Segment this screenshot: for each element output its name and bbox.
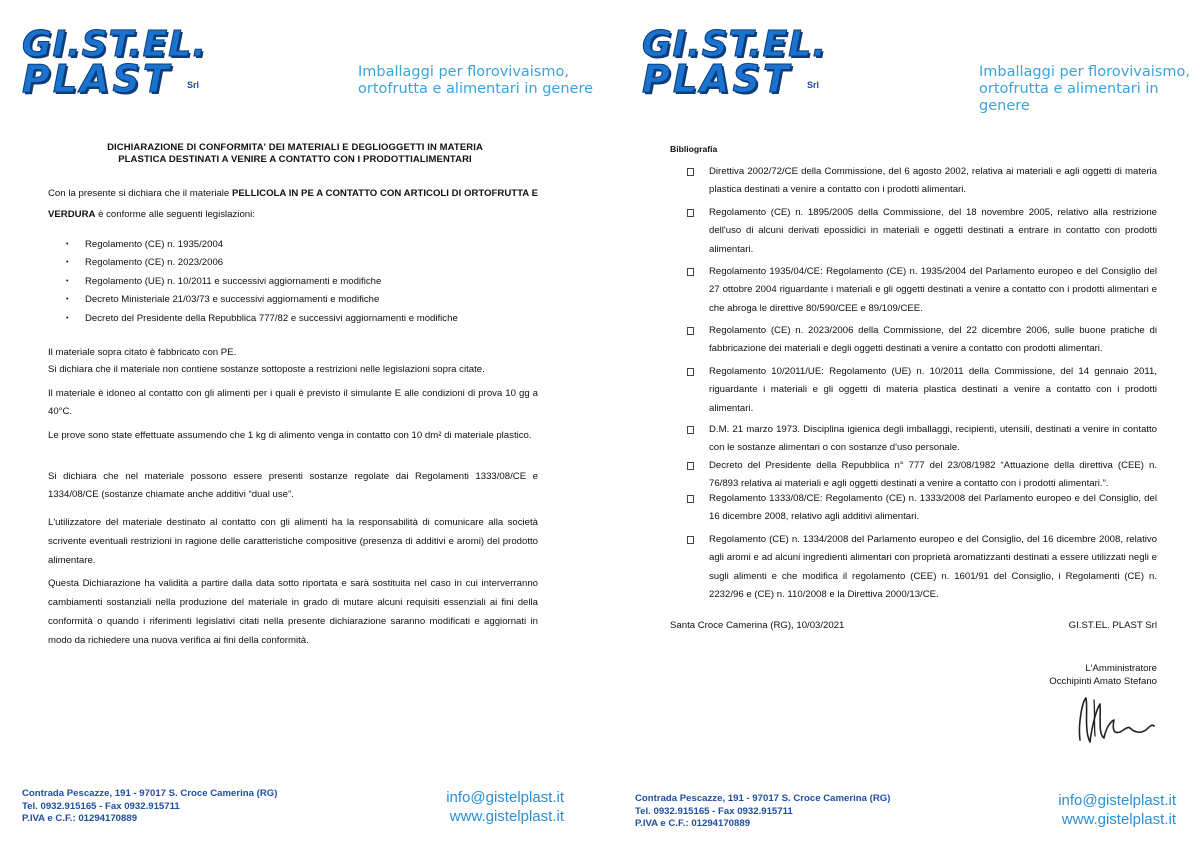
- footer-vat: P.IVA e C.F.: 01294170889: [22, 813, 138, 824]
- list-item: • Regolamento (CE) n. 1935/2004: [66, 236, 458, 254]
- list-item: Regolamento 1935/04/CE: Regolamento (CE) n. 1935/2004 del Parlamento europeo e del Consiglio del 27 ottobre 2004 riguardante i materiali e gli oggetti destinati a venire a contatto con i prodotti alimentari e che abroga le direttive 80/590/CEE e 89/109/CEE.: [687, 263, 1157, 318]
- company-logo: [642, 24, 852, 103]
- intro-suffix: è conforme alle seguenti legislazioni:: [95, 209, 255, 220]
- list-item: Regolamento (CE) n. 2023/2006 della Commissione, del 22 dicembre 2006, sulle buone pratiche di fabbricazione dei materiali e degli oggetti destinati a venire a contatto con prodotti alimentari.: [687, 322, 1157, 359]
- list-item: Direttiva 2002/72/CE della Commissione, del 6 agosto 2002, relativa ai materiali e agli oggetti di materia plastica destinati a venire a contatto con i prodotti alimentari.: [687, 163, 1157, 200]
- logo-line-2: PLAST: [642, 57, 792, 101]
- footer-contacts: [1058, 791, 1176, 829]
- list-item: Regolamento 1333/08/CE: Regolamento (CE) n. 1333/2008 del Parlamento europeo e del Consiglio, del 16 dicembre 2008, relativo agli additivi alimentari.: [687, 490, 1157, 527]
- document-title: [48, 142, 542, 165]
- page-bibliography: [605, 0, 1200, 849]
- intro-prefix: Con la presente si dichiara che il materiale: [48, 188, 232, 199]
- logo-srl: Srl: [187, 80, 200, 90]
- bullet-icon: [687, 368, 694, 376]
- bullet-icon: [687, 209, 694, 217]
- footer-contacts: [446, 788, 564, 826]
- simulant-text: Il materiale è idoneo al contatto con gli alimenti per i quali è previsto il simulante E alle condizioni di prova 10 gg a 40°C.: [48, 388, 538, 417]
- tagline-line-2: ortofrutta e alimentari in genere: [358, 81, 594, 97]
- test-text: Le prove sono state effettuate assumendo che 1 kg di alimento venga in contatto con 10 dm² di materiale plastico.: [48, 430, 532, 441]
- admin-role: L'Amministratore: [1085, 663, 1157, 674]
- dual-use-text: Si dichiara che nel materiale possono essere presenti sostanze regolate dai Regolamenti 1333/08/CE e 1334/08/CE (sostanze chiamate anche additivi “dual use”.: [48, 471, 538, 500]
- company-logo: [22, 24, 232, 103]
- footer-address-block: [635, 793, 890, 831]
- test-paragraph: [48, 427, 538, 445]
- bullet-icon: [687, 327, 694, 335]
- bullet-icon: [687, 495, 694, 503]
- intro-material: PELLICOLA IN PE A CONTATTO CON ARTICOLI DI ORTOFRUTTA E VERDURA: [48, 188, 538, 220]
- signature-image: [1068, 690, 1178, 750]
- footer-address: Contrada Pescazze, 191 - 97017 S. Croce Camerina (RG): [22, 788, 278, 799]
- tagline: [358, 64, 593, 98]
- logo-line-1: GI.ST.EL.: [642, 24, 827, 65]
- bibliography-title: Bibliografia: [670, 144, 718, 154]
- tagline-line-2: ortofrutta e alimentari in genere: [979, 81, 1159, 114]
- admin-name: Occhipinti Amato Stefano: [1049, 676, 1157, 687]
- validity-text: Questa Dichiarazione ha validità a partire dalla data sotto riportata e sarà sostituita nel caso in cui interverranno cambiamenti sostanziali nella produzione del materiale in grado di mutare alcuni requisiti essenziali ai fini della conformità o quando i riferimenti legislativi citati nella presente dichiarazione saranno modificati e aggiornati in modo da richiedere una nuova verifica ai fini della conformità.: [48, 578, 538, 646]
- footer-phone: Tel. 0932.915165 - Fax 0932.915711: [635, 805, 793, 817]
- title-line-1: DICHIARAZIONE DI CONFORMITA' DEI MATERIALI E DEGLIOGGETTI IN MATERIA: [107, 142, 483, 153]
- bullet-icon: [687, 462, 694, 470]
- list-item: • Regolamento (UE) n. 10/2011 e successivi aggiornamenti e modifiche: [66, 273, 458, 291]
- tagline-line-1: Imballaggi per florovivaismo,: [979, 64, 1190, 80]
- list-item: • Decreto del Presidente della Repubblica 777/82 e successivi aggiornamenti e modifiche: [66, 310, 458, 328]
- tagline: [979, 64, 1200, 115]
- dual-use-paragraph: [48, 468, 538, 503]
- footer-address-block: [22, 788, 277, 826]
- list-item: D.M. 21 marzo 1973. Disciplina igienica degli imballaggi, recipienti, utensili, destinati a venire in contatto con le sostanze alimentari o con sostanze d'uso personale.: [687, 421, 1157, 458]
- list-item: • Regolamento (CE) n. 2023/2006: [66, 254, 458, 272]
- bullet-icon: [687, 536, 694, 544]
- material-paragraph: [48, 344, 538, 378]
- user-responsibility-paragraph: [48, 513, 538, 570]
- administrator-block: [1049, 662, 1157, 688]
- simulant-paragraph: [48, 385, 538, 420]
- footer-email-link[interactable]: info@gistelplast.it: [446, 789, 564, 806]
- logo-line-2: PLAST: [22, 57, 172, 101]
- footer-website-link[interactable]: www.gistelplast.it: [449, 808, 564, 825]
- tagline-line-1: Imballaggi per florovivaismo,: [358, 64, 569, 80]
- list-item: • Decreto Ministeriale 21/03/73 e successivi aggiornamenti e modifiche: [66, 291, 458, 309]
- logo-line-1: GI.ST.EL.: [22, 24, 207, 65]
- bullet-icon: [687, 426, 694, 434]
- user-responsibility-text: L'utilizzatore del materiale destinato al contatto con gli alimenti ha la responsabilità di comunicare alla società scrivente eventuali restrizioni in ragione delle caratteristiche compositive (presenza di additivi e aromi) del prodotto alimentare.: [48, 517, 538, 566]
- logo-srl: Srl: [807, 80, 820, 90]
- footer-email-link[interactable]: info@gistelplast.it: [1058, 792, 1176, 809]
- legislation-list: [66, 236, 458, 328]
- list-item: Regolamento (CE) n. 1334/2008 del Parlamento europeo e del Consiglio, del 16 dicembre 2008, relativo agli aromi e ad alcuni ingredienti alimentari con proprietà aromatizzanti destinati a essere utilizzati negli e sugli alimenti e che modifica il regolamento (CEE) n. 1601/91 del Consiglio, i Regolamenti (CE) n. 2232/96 e (CE) n. 110/2008 e la Direttiva 2000/13/CE.: [687, 531, 1157, 604]
- footer-phone: Tel. 0932.915165 - Fax 0932.915711: [22, 800, 180, 812]
- footer-vat: P.IVA e C.F.: 01294170889: [635, 818, 751, 829]
- title-line-2: PLASTICA DESTINATI A VENIRE A CONTATTO CON I PRODOTTIALIMENTARI: [118, 153, 472, 165]
- material-line-1: Il materiale sopra citato è fabbricato con PE.: [48, 347, 237, 358]
- list-item: Regolamento (CE) n. 1895/2005 della Commissione, del 18 novembre 2005, relativo alla restrizione dell'uso di alcuni derivati epossidici in materiali e oggetti destinati a entrare in contatto con prodotti alimentari.: [687, 204, 1157, 259]
- validity-paragraph: [48, 574, 538, 650]
- list-item: Decreto del Presidente della Repubblica n° 777 del 23/08/1982 “Attuazione della direttiva (CEE) n. 76/893 relativa ai materiali e agli oggetti destinati a venire a contatto con i prodotti alimentari.”.: [687, 457, 1157, 494]
- footer-website-link[interactable]: www.gistelplast.it: [1061, 811, 1176, 828]
- bullet-icon: [687, 168, 694, 176]
- place-date: Santa Croce Camerina (RG), 10/03/2021: [670, 620, 845, 631]
- footer-address: Contrada Pescazze, 191 - 97017 S. Croce Camerina (RG): [635, 793, 891, 804]
- list-item: Regolamento 10/2011/UE: Regolamento (UE) n. 10/2011 della Commissione, del 14 gennaio 2011, riguardante i materiali e gli oggetti di materia plastica destinati a venire a contatto con i prodotti alimentari.: [687, 363, 1157, 418]
- bullet-icon: [687, 268, 694, 276]
- intro-paragraph: [48, 183, 538, 225]
- company-name: GI.ST.EL. PLAST Srl: [1068, 620, 1157, 631]
- material-line-2: Si dichiara che il materiale non contiene sostanze sottoposte a restrizioni nelle legislazioni sopra citate.: [48, 364, 485, 375]
